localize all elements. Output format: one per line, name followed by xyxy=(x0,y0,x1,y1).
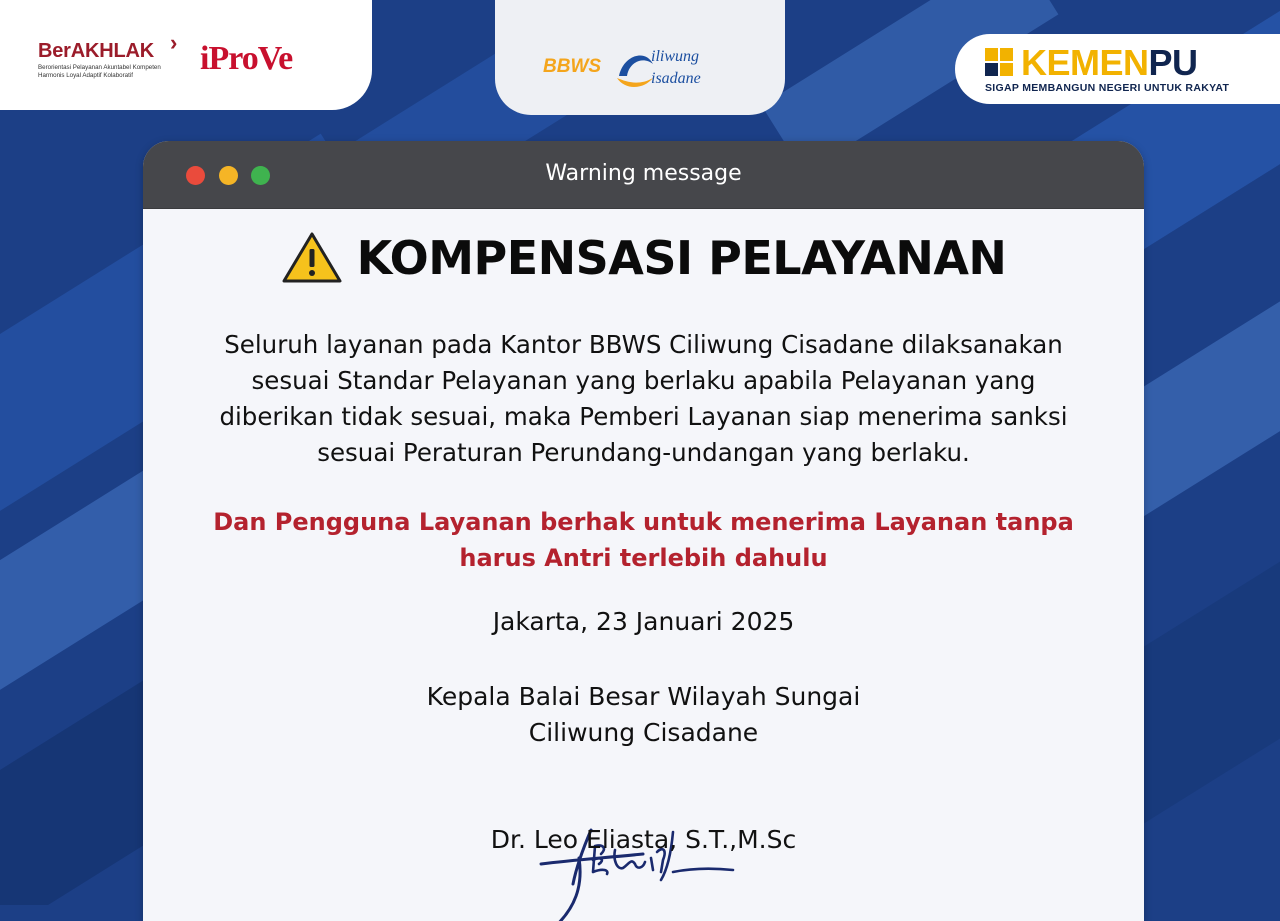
logo-card-left xyxy=(0,0,372,110)
signer-position: Kepala Balai Besar Wilayah Sungai Ciliwung Cisadane xyxy=(426,682,861,747)
page-heading: KOMPENSASI PELAYANAN xyxy=(356,231,1007,285)
bbws-ciliwung: iliwung xyxy=(651,48,700,65)
bbws-logo xyxy=(543,40,743,94)
heading-row xyxy=(143,231,1144,285)
kemenpu-logo xyxy=(985,42,1230,94)
signer-name: Dr. Leo Eliasta, S.T.,M.Sc xyxy=(490,825,797,854)
kemenpu-tagline: SIGAP MEMBANGUN NEGERI UNTUK RAKYAT xyxy=(985,82,1230,94)
service-paragraph: Seluruh layanan pada Kantor BBWS Ciliwung Cisadane dilaksanakan sesuai Standar Pelayanan yang berlaku apabila Pelayanan yang diberikan tidak sesuai, maka Pemberi Layanan siap menerima sanksi sesuai Peraturan Perundang-undangan yang berlaku. xyxy=(219,330,1068,467)
notice-text: Dan Pengguna Layanan berhak untuk menerima Layanan tanpa harus Antri terlebih dahulu xyxy=(213,508,1074,572)
warning-icon xyxy=(281,231,343,285)
berakhlak-wordmark: BerAKHLAK xyxy=(38,40,154,62)
bbws-cisadane: isadane xyxy=(651,70,701,87)
iprove-logo: iProVe xyxy=(200,40,293,77)
berakhlak-logo xyxy=(38,30,178,80)
kemenpu-title: KEMENPU xyxy=(1021,42,1198,83)
date-text: Jakarta, 23 Januari 2025 xyxy=(492,607,795,636)
warning-window xyxy=(143,141,1144,921)
kemenpu-mark-icon xyxy=(985,48,1015,78)
bbws-wordmark: BBWS xyxy=(543,56,602,77)
window-title: Warning message xyxy=(545,161,742,186)
berakhlak-tagline: Berorientasi Pelayanan Akuntabel Kompeten Harmonis Loyal Adaptif Kolaboratif xyxy=(38,64,161,79)
chevron-icon: › xyxy=(170,30,178,55)
window-titlebar xyxy=(143,141,1144,209)
